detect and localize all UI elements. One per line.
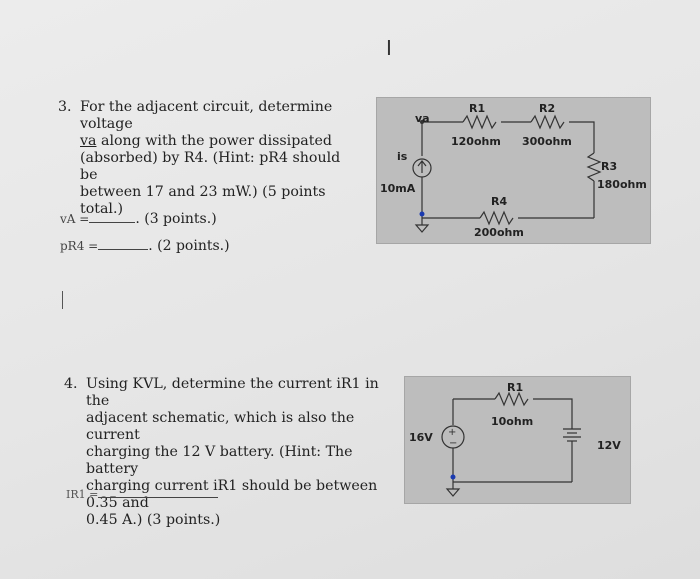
question-4-line4: charging current iR1 should be between 0.35 and	[86, 478, 378, 511]
answer-va-row	[60, 211, 217, 227]
circuit-2-schematic	[404, 376, 631, 504]
ground-icon	[447, 482, 459, 496]
r3-value: 180ohm	[597, 178, 647, 191]
answer-pr4-points: . (2 points.)	[148, 238, 230, 254]
ground-icon	[416, 218, 428, 232]
svg-text:+: +	[448, 427, 457, 438]
text-cursor-icon: I	[386, 36, 392, 60]
battery-label: 12V	[597, 439, 621, 452]
answer-ir1-row	[66, 486, 218, 502]
node-va-label: va	[415, 112, 430, 125]
answer-va-label: vA =	[60, 212, 90, 226]
answer-pr4-label: pR4 =	[60, 239, 99, 253]
question-3-line3: (absorbed) by R4. (Hint: pR4 should be	[80, 150, 341, 183]
answer-ir1-blank[interactable]	[98, 497, 218, 498]
source-is-label: is	[397, 150, 408, 163]
answer-pr4-row	[60, 238, 230, 254]
r2-label: R2	[539, 102, 556, 115]
svg-text:−: −	[449, 438, 458, 449]
source-value-label: 10mA	[380, 182, 416, 195]
answer-va-blank[interactable]	[89, 222, 135, 223]
question-4-line1: Using KVL, determine the current iR1 in the	[86, 376, 379, 409]
margin-mark	[62, 291, 63, 309]
answer-pr4-blank[interactable]	[98, 249, 148, 250]
question-4-line2: adjacent schematic, which is also the current	[86, 410, 355, 443]
question-3-line1: For the adjacent circuit, determine voltage	[80, 99, 333, 132]
question-4-number: 4.	[64, 376, 78, 392]
va-symbol: va	[80, 133, 97, 149]
question-4-line5: 0.45 A.) (3 points.)	[86, 512, 221, 528]
r1-label: R1	[469, 102, 486, 115]
r4-label: R4	[491, 195, 508, 208]
r1-value: 10ohm	[491, 415, 534, 428]
answer-va-points: . (3 points.)	[135, 211, 217, 227]
r2-value: 300ohm	[522, 135, 572, 148]
r1-label: R1	[507, 381, 524, 394]
r4-value: 200ohm	[474, 226, 524, 239]
circuit-1-schematic	[376, 97, 651, 244]
question-4-line3: charging the 12 V battery. (Hint: The battery	[86, 444, 353, 477]
question-3-line4: between 17 and 23 mW.) (5 points total.)	[80, 184, 326, 217]
voltage-source-label: 16V	[409, 431, 433, 444]
r1-value: 120ohm	[451, 135, 501, 148]
question-3-line2: va along with the power dissipated	[80, 133, 332, 149]
r3-label: R3	[601, 160, 618, 173]
answer-ir1-label: IR1 =	[66, 488, 99, 501]
question-3-number: 3.	[58, 99, 72, 115]
